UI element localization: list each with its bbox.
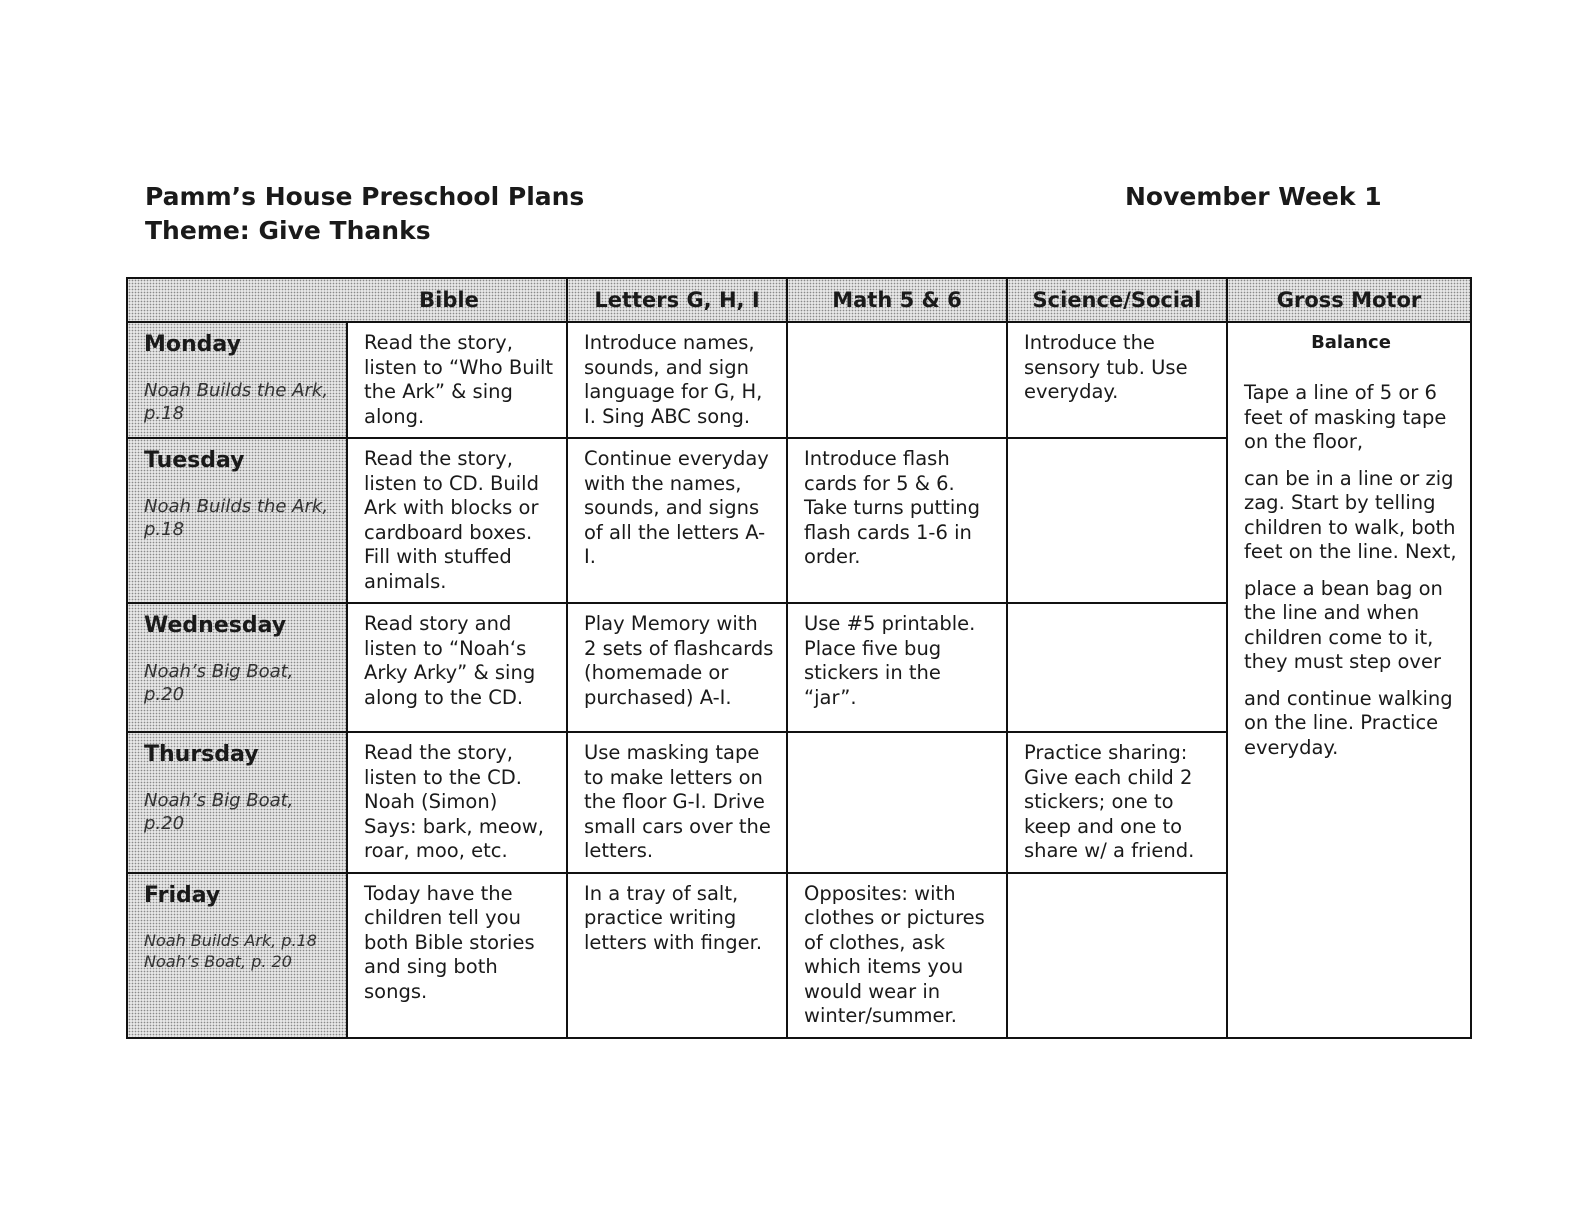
bible-text: Today have the children tell you both Bible stories and sing both songs. [364, 881, 535, 1003]
bible-cell [347, 873, 567, 1038]
science-cell [1007, 322, 1227, 438]
day-cell [127, 732, 347, 873]
bible-cell [347, 438, 567, 603]
letters-cell [567, 438, 787, 603]
bible-cell [347, 322, 567, 438]
math-cell [787, 603, 1007, 732]
day-reference: Noah Builds the Ark, p.18 [144, 380, 329, 424]
table-header-row [127, 278, 1471, 322]
letters-text: Use masking tape to make letters on the floor G-I. Drive small cars over the letters. [584, 741, 771, 862]
day-cell [127, 603, 347, 732]
gross-motor-title: Balance [1311, 332, 1391, 353]
day-cell [127, 322, 347, 438]
letters-cell [567, 873, 787, 1038]
science-cell [1007, 603, 1227, 732]
day-name: Tuesday [144, 448, 245, 473]
column-header-bible: Bible [127, 278, 567, 322]
letters-cell [567, 603, 787, 732]
math-cell [787, 873, 1007, 1038]
day-reference: Noah’s Big Boat, p.20 [144, 661, 294, 705]
letters-cell [567, 322, 787, 438]
theme-title: Theme: Give Thanks [145, 216, 431, 245]
page-title: Pamm’s House Preschool Plans [145, 182, 585, 211]
column-header-letters: Letters G, H, I [567, 278, 787, 322]
gross-motor-paragraph: place a bean bag on the line and when children come to it, they must step over [1244, 576, 1443, 673]
letters-text: Continue everyday with the names, sounds, and signs of all the letters A-I. [584, 447, 769, 568]
lesson-plan-table [126, 277, 1472, 1039]
week-label: November Week 1 [1125, 182, 1382, 211]
day-reference: Noah Builds the Ark, p.18 [144, 496, 329, 540]
day-cell [127, 873, 347, 1038]
letters-text: In a tray of salt, practice writing letters with finger. [584, 881, 763, 954]
letters-cell [567, 732, 787, 873]
math-cell [787, 438, 1007, 603]
day-name: Friday [144, 882, 221, 908]
math-cell [787, 322, 1007, 438]
gross-motor-paragraph: and continue walking on the line. Practice everyday. [1244, 686, 1453, 759]
bible-text: Read the story, listen to “Who Built the Ark” & sing along. [364, 331, 554, 428]
day-cell [127, 438, 347, 603]
column-header-gross-motor: Gross Motor [1227, 278, 1471, 322]
science-cell [1007, 438, 1227, 603]
day-name: Monday [144, 332, 241, 357]
bible-cell [347, 732, 567, 873]
bible-cell [347, 603, 567, 732]
science-cell [1007, 873, 1227, 1038]
bible-text: Read the story, listen to the CD. Noah (Simon) Says: bark, meow, roar, moo, etc. [364, 741, 544, 862]
day-reference: Noah’s Big Boat, p.20 [144, 790, 294, 834]
column-header-math: Math 5 & 6 [787, 278, 1007, 322]
day-reference: Noah Builds Ark, p.18 Noah’s Boat, p. 20 [144, 930, 317, 971]
bible-text: Read story and listen to “Noah‘s Arky Arky” & sing along to the CD. [364, 612, 536, 709]
science-cell [1007, 732, 1227, 873]
science-text: Practice sharing: Give each child 2 stickers; one to keep and one to share w/ a friend. [1024, 741, 1195, 862]
math-cell [787, 732, 1007, 873]
letters-text: Introduce names, sounds, and sign language for G, H, I. Sing ABC song. [584, 331, 763, 428]
letters-text: Play Memory with 2 sets of flashcards (homemade or purchased) A-I. [584, 612, 774, 709]
header-title-block [145, 180, 584, 248]
bible-text: Read the story, listen to CD. Build Ark with blocks or cardboard boxes. Fill with stuffed animals. [364, 447, 539, 593]
science-text: Introduce the sensory tub. Use everyday. [1024, 331, 1188, 403]
column-header-science: Science/Social [1007, 278, 1227, 322]
math-text: Opposites: with clothes or pictures of clothes, ask which items you would wear in winter/summer. [804, 881, 985, 1027]
gross-motor-paragraph: can be in a line or zig zag. Start by telling children to walk, both feet on the line. Next, [1244, 466, 1457, 563]
math-text: Introduce flash cards for 5 & 6. Take turns putting flash cards 1-6 in order. [804, 447, 981, 568]
math-text: Use #5 printable. Place five bug stickers in the “jar”. [804, 612, 976, 709]
day-name: Thursday [144, 742, 259, 767]
gross-motor-paragraph: Tape a line of 5 or 6 feet of masking tape on the floor, [1244, 381, 1447, 453]
gross-motor-cell [1227, 322, 1471, 1038]
day-name: Wednesday [144, 613, 287, 638]
table-row [127, 322, 1471, 438]
